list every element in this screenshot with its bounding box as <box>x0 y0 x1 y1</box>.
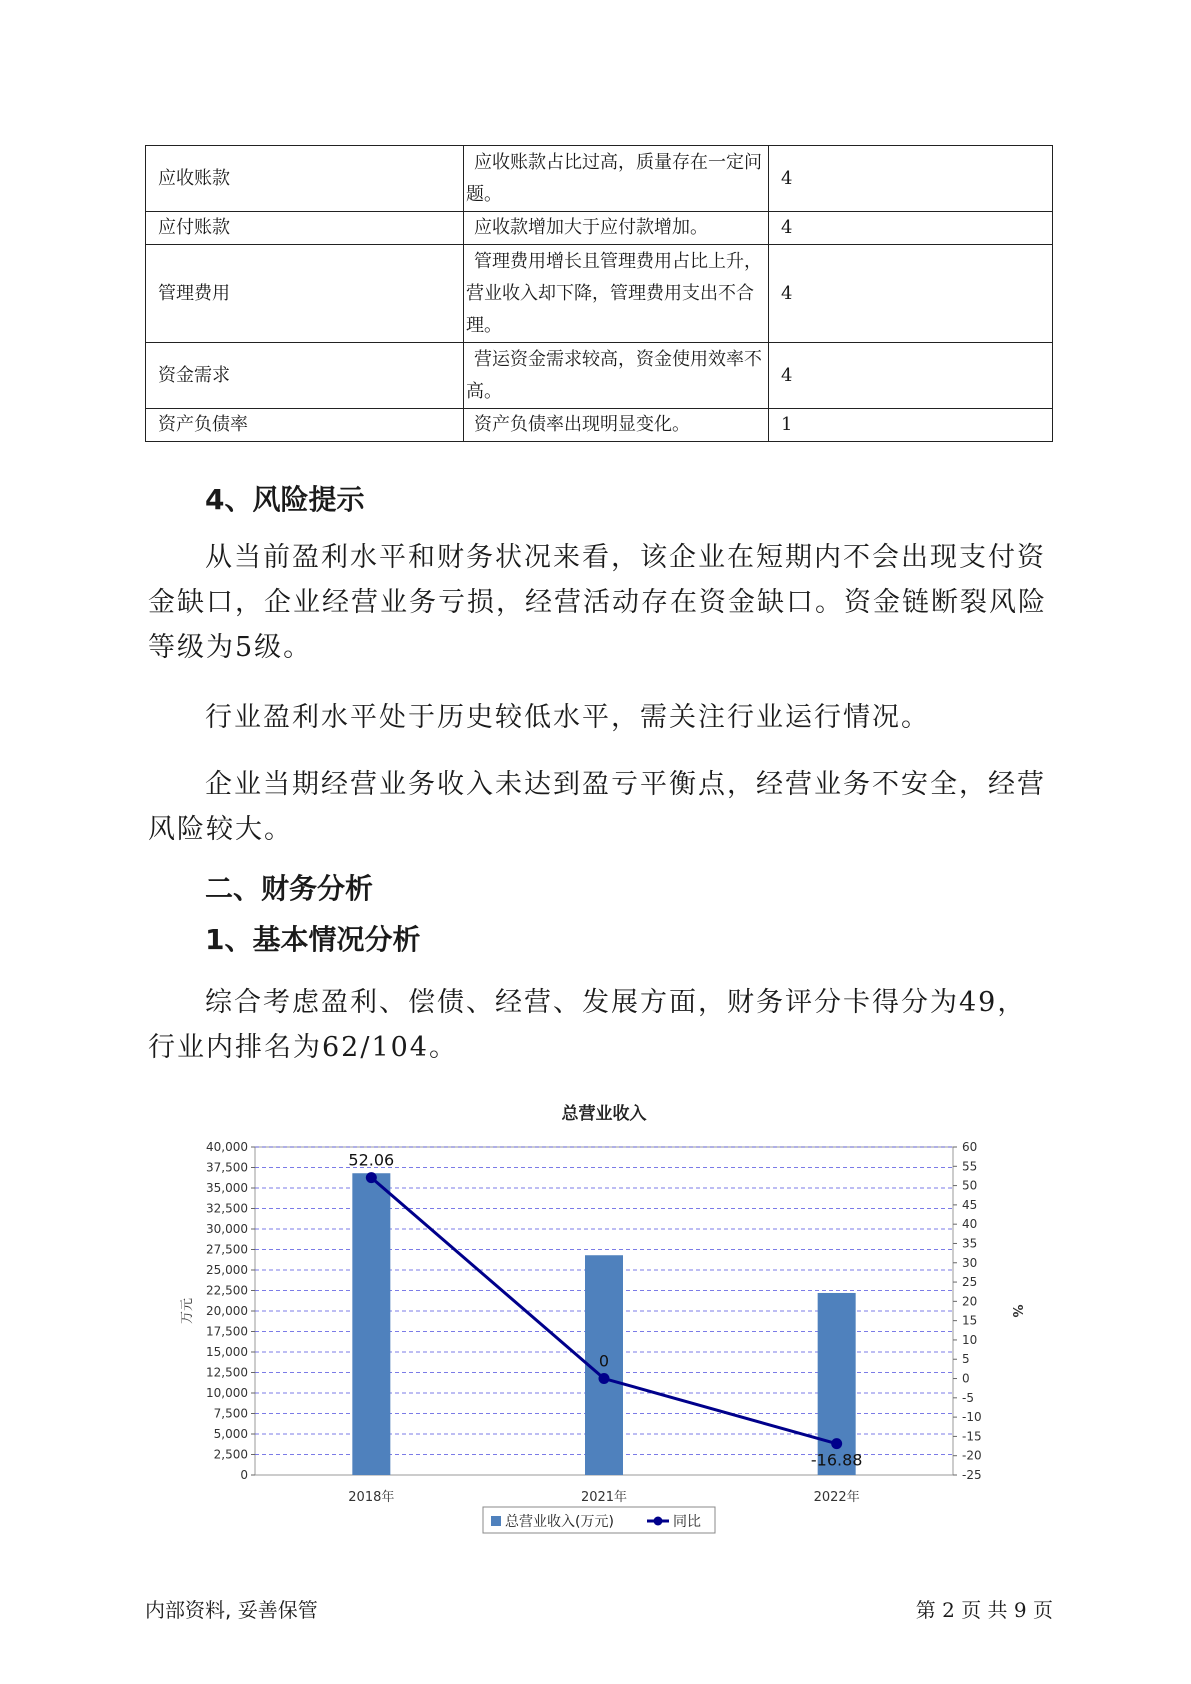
chart-title: 总营业收入 <box>561 1104 647 1124</box>
y-right-tick-label: 35 <box>962 1236 978 1251</box>
point-yoy <box>366 1172 377 1183</box>
table-cell-desc: 应收款增加大于应付款增加。 <box>464 212 769 245</box>
y-tick-label: 27,500 <box>206 1242 248 1257</box>
y-right-tick-label: -5 <box>962 1390 974 1405</box>
y-right-tick-label: -20 <box>962 1448 982 1463</box>
footer-page-number: 第 2 页 共 9 页 <box>915 1598 1053 1622</box>
table-row <box>146 343 1053 409</box>
data-label-yoy: 0 <box>598 1351 610 1371</box>
y-right-tick-label: 25 <box>962 1275 978 1290</box>
legend-label-bar: 总营业收入(万元) <box>505 1514 614 1530</box>
y-tick-label: 20,000 <box>206 1304 248 1318</box>
table-row <box>146 245 1053 343</box>
y-right-tick-label: -10 <box>962 1410 982 1425</box>
y-right-tick-label: 20 <box>962 1294 978 1309</box>
table-cell-desc: 应收账款占比过高，质量存在一定问题。 <box>464 146 769 212</box>
y-tick-label: 35,000 <box>206 1181 248 1195</box>
table-cell-item: 应收账款 <box>146 146 464 212</box>
risk-paragraph-3: 企业当期经营业务收入未达到盈亏平衡点，经营业务不安全，经营风险较大。 <box>148 769 1046 845</box>
y-tick-label: 10,000 <box>206 1386 248 1400</box>
x-tick-label: 2022年 <box>813 1490 860 1505</box>
y-right-tick-label: 55 <box>962 1159 978 1174</box>
y-tick-label: 2,500 <box>213 1447 248 1462</box>
finance-paragraph-1: 综合考虑盈利、偿债、经营、发展方面，财务评分卡得分为49，行业内排名为62/104。 <box>148 987 1027 1063</box>
data-label-yoy: -16.88 <box>810 1450 863 1470</box>
table-cell-desc: 资产负债率出现明显变化。 <box>464 409 769 442</box>
y-right-tick-label: 5 <box>962 1352 970 1367</box>
table-cell-item: 资金需求 <box>146 343 464 409</box>
table-row <box>146 409 1053 442</box>
y-tick-label: 40,000 <box>206 1140 248 1154</box>
y-tick-label: 0 <box>240 1468 248 1482</box>
point-yoy <box>831 1438 842 1449</box>
y-tick-label: 15,000 <box>206 1345 248 1359</box>
finance-heading: 二、财务分析 <box>205 872 374 905</box>
table-cell-level: 4 <box>769 245 1053 343</box>
y-right-tick-label: 10 <box>962 1332 978 1347</box>
table-cell-item: 应付账款 <box>146 212 464 245</box>
footer-confidential: 内部资料, 妥善保管 <box>145 1598 318 1622</box>
bar-revenue <box>352 1173 390 1475</box>
y-tick-label: 32,500 <box>206 1201 248 1216</box>
y-tick-label: 37,500 <box>206 1160 248 1175</box>
legend-label-line: 同比 <box>673 1514 701 1530</box>
table-cell-level: 4 <box>769 343 1053 409</box>
revenue-chart <box>145 1095 1053 1545</box>
y-right-tick-label: 50 <box>962 1178 978 1193</box>
y-right-tick-label: 60 <box>962 1140 978 1154</box>
table-cell-desc: 营运资金需求较高，资金使用效率不高。 <box>464 343 769 409</box>
table-cell-item: 管理费用 <box>146 245 464 343</box>
legend-swatch-bar <box>491 1516 501 1526</box>
y-right-tick-label: -25 <box>962 1468 982 1482</box>
y-right-tick-label: 40 <box>962 1217 978 1232</box>
point-yoy <box>599 1373 610 1384</box>
table-cell-desc: 管理费用增长且管理费用占比上升，营业收入却下降，管理费用支出不合理。 <box>464 245 769 343</box>
finance-subheading: 1、基本情况分析 <box>205 923 421 956</box>
y-right-axis-label: % <box>1009 1304 1024 1318</box>
y-right-tick-label: 0 <box>962 1371 970 1386</box>
data-label-yoy: 52.06 <box>348 1150 395 1170</box>
y-tick-label: 7,500 <box>213 1406 248 1421</box>
table-cell-item: 资产负债率 <box>146 409 464 442</box>
y-tick-label: 12,500 <box>206 1365 248 1380</box>
y-right-tick-label: 30 <box>962 1255 978 1270</box>
y-axis-label: 万元 <box>180 1297 195 1325</box>
risk-table <box>145 145 1053 442</box>
legend-swatch-marker <box>654 1517 663 1526</box>
risk-heading: 4、风险提示 <box>205 483 365 516</box>
y-right-tick-label: 45 <box>962 1197 978 1212</box>
table-row <box>146 146 1053 212</box>
y-right-tick-label: 15 <box>962 1313 978 1328</box>
revenue-chart-svg <box>145 1095 1053 1545</box>
y-tick-label: 30,000 <box>206 1222 248 1236</box>
risk-paragraph-2: 行业盈利水平处于历史较低水平，需关注行业运行情况。 <box>205 702 930 733</box>
y-tick-label: 5,000 <box>213 1427 248 1441</box>
table-row <box>146 212 1053 245</box>
table-cell-level: 1 <box>769 409 1053 442</box>
y-tick-label: 22,500 <box>206 1283 248 1298</box>
x-tick-label: 2018年 <box>348 1490 395 1505</box>
table-cell-level: 4 <box>769 212 1053 245</box>
y-tick-label: 17,500 <box>206 1324 248 1339</box>
y-tick-label: 25,000 <box>206 1263 248 1277</box>
x-tick-label: 2021年 <box>580 1490 628 1505</box>
y-right-tick-label: -15 <box>962 1429 982 1444</box>
risk-paragraph-1: 从当前盈利水平和财务状况来看，该企业在短期内不会出现支付资金缺口，企业经营业务亏损，经营活动存在资金缺口。资金链断裂风险等级为5级。 <box>148 542 1047 663</box>
table-cell-level: 4 <box>769 146 1053 212</box>
